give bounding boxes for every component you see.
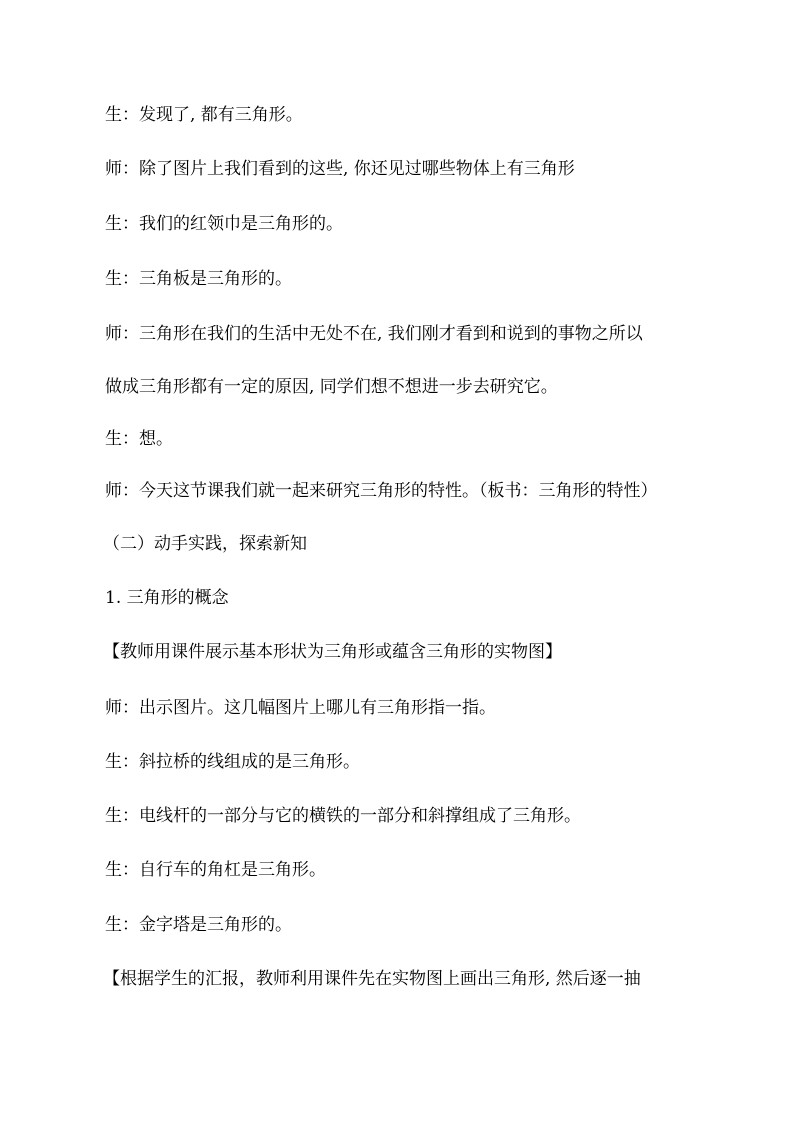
stage-direction: 【教师用课件展示基本形状为三角形或蕴含三角形的实物图】 — [103, 642, 562, 662]
dialogue-line-student: 生：三角板是三角形的。 — [105, 269, 292, 289]
dialogue-line-teacher: 师：除了图片上我们看到的这些, 你还见过哪些物体上有三角形 — [105, 159, 575, 179]
dialogue-line-student: 生：发现了, 都有三角形。 — [105, 105, 303, 125]
dialogue-line-student: 生：想。 — [105, 429, 173, 449]
section-heading: （二）动手实践，探索新知 — [103, 534, 307, 554]
dialogue-line-teacher: 师：三角形在我们的生活中无处不在, 我们刚才看到和说到的事物之所以 — [105, 324, 643, 344]
subsection-heading: 1. 三角形的概念 — [105, 588, 229, 608]
dialogue-line-student: 生：电线杆的一部分与它的横铁的一部分和斜撑组成了三角形。 — [105, 806, 581, 826]
dialogue-line-student: 生：自行车的角杠是三角形。 — [105, 860, 326, 880]
stage-direction: 【根据学生的汇报，教师利用课件先在实物图上画出三角形, 然后逐一抽 — [103, 969, 641, 989]
dialogue-line-student: 生：金字塔是三角形的。 — [105, 915, 292, 935]
dialogue-line-teacher: 师：今天这节课我们就一起来研究三角形的特性。（板书：三角形的特性） — [105, 481, 658, 501]
dialogue-line-continuation: 做成三角形都有一定的原因, 同学们想不想进一步去研究它。 — [105, 377, 558, 397]
dialogue-line-teacher: 师：出示图片。这几幅图片上哪儿有三角形指一指。 — [105, 698, 496, 718]
dialogue-line-student: 生：我们的红领巾是三角形的。 — [105, 214, 343, 234]
dialogue-line-student: 生：斜拉桥的线组成的是三角形。 — [105, 752, 360, 772]
